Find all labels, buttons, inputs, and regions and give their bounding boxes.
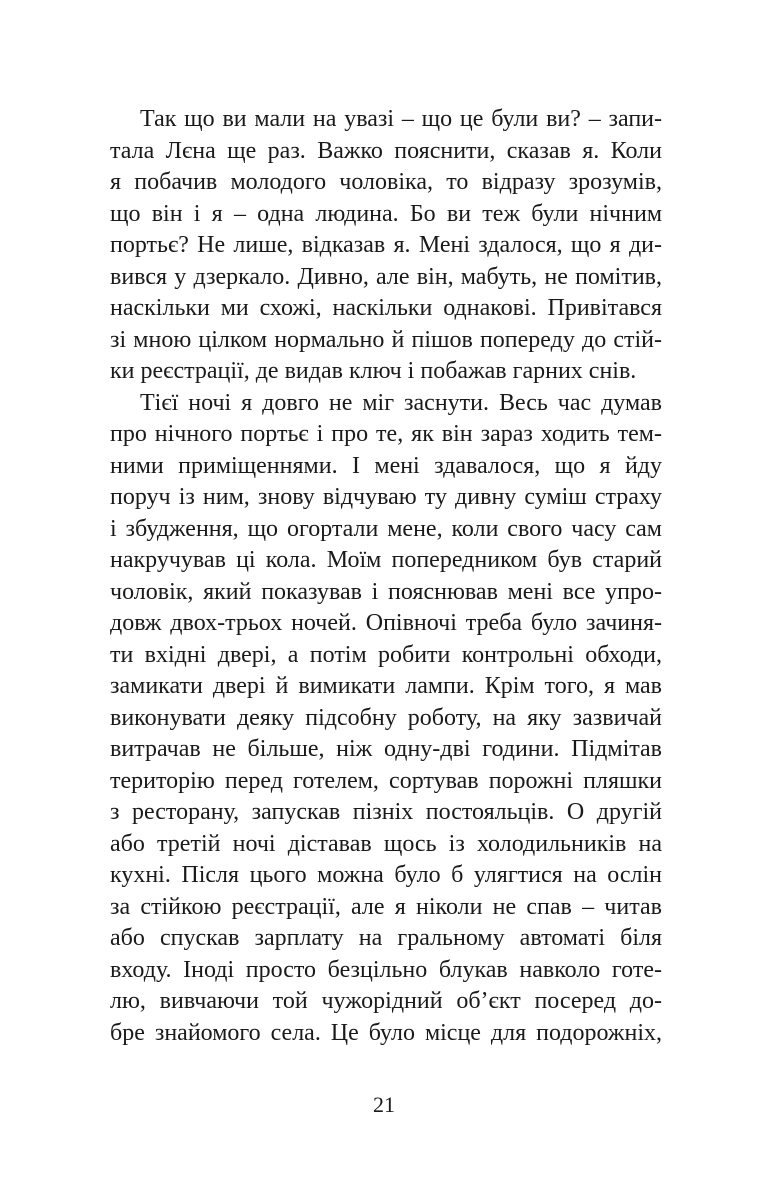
text-line: бре знайомого села. Це було місце для подорожніх, <box>110 1019 662 1046</box>
text-line: чоловік, який показував і пояснював мені все упро- <box>110 578 662 605</box>
text-line: ти вхідні двері, а потім робити контрольні обходи, <box>110 641 662 668</box>
text-line: поруч із ним, знову відчуваю ту дивну суміш страху <box>110 484 662 510</box>
text-line: ними приміщеннями. І мені здавалося, що я йду <box>110 452 662 479</box>
body-text <box>110 104 662 1049</box>
text-line: територію перед готелем, сортував порожні пляшки <box>110 767 662 794</box>
text-line: зі мною цілком нормально й пішов попереду до стій- <box>110 326 662 353</box>
text-line: кухні. Після цього можна було б улягтися на ослін <box>110 862 662 888</box>
text-line: ки реєстрації, де видав ключ і побажав гарних снів. <box>110 358 637 384</box>
text-line: і збудження, що огортали мене, коли свого часу сам <box>110 515 662 542</box>
text-line: накручував ці кола. Моїм попередником був старий <box>110 547 662 573</box>
text-line: витрачав не більше, ніж одну-дві години. Підмітав <box>110 736 662 762</box>
text-line: тала Лєна ще раз. Важко пояснити, сказав я. Коли <box>110 137 662 164</box>
text-line: вився у дзеркало. Дивно, але він, мабуть, не помітив, <box>110 263 662 290</box>
text-line: що він і я – одна людина. Бо ви теж були нічним <box>110 200 662 227</box>
text-line: або спускав зарплату на гральному автоматі біля <box>110 925 662 951</box>
text-line: з ресторану, запускав пізніх постояльців. О другій <box>110 799 662 825</box>
text-line: Так що ви мали на увазі – що це були ви? – запи- <box>140 106 662 132</box>
text-line: довж двох-трьох ночей. Опівночі треба було зачиня- <box>110 610 662 636</box>
text-line: входу. Іноді просто безцільно блукав навколо готе- <box>110 956 662 983</box>
text-line: або третій ночі діставав щось із холодильників на <box>110 830 662 857</box>
page-number: 21 <box>373 1092 395 1117</box>
text-line: наскільки ми схожі, наскільки однакові. Привітався <box>110 295 662 321</box>
text-line: портьє? Не лише, відказав я. Мені здалося, що я ди- <box>110 232 662 258</box>
text-line: я побачив молодого чоловіка, то відразу зрозумів, <box>110 169 662 195</box>
text-line: Тієї ночі я довго не міг заснути. Весь час думав <box>140 389 662 416</box>
text-line: про нічного портьє і про те, як він зараз ходить тем- <box>110 421 662 447</box>
text-line: за стійкою реєстрації, але я ніколи не спав – читав <box>110 893 662 920</box>
text-line: виконувати деяку підсобну роботу, на яку зазвичай <box>110 704 662 731</box>
text-line: лю, вивчаючи той чужорідний об’єкт посеред до- <box>110 988 662 1014</box>
text-line: замикати двері й вимикати лампи. Крім того, я мав <box>110 673 662 699</box>
